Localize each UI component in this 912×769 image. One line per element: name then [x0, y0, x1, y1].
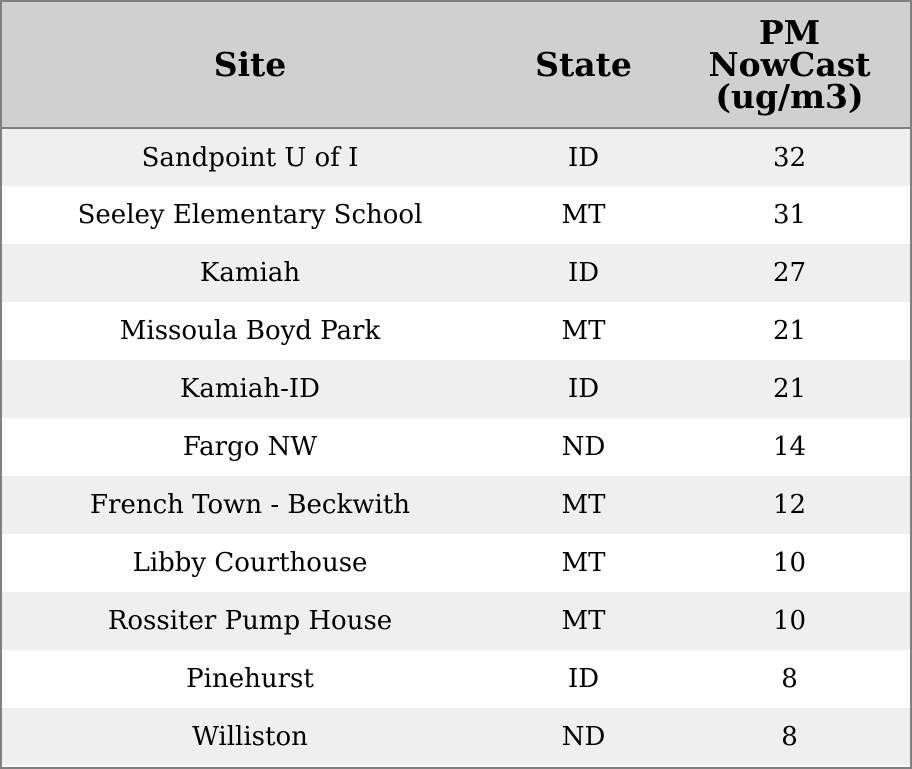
header-pm-line-1: PM — [758, 12, 821, 52]
state-cell: ND — [561, 432, 606, 462]
state-cell: ID — [567, 258, 600, 288]
state-cell: ID — [567, 664, 600, 694]
table-row — [2, 650, 910, 708]
state-cell: MT — [561, 490, 606, 520]
site-cell: Fargo NW — [182, 432, 318, 462]
table-row — [2, 592, 910, 650]
table-row — [2, 418, 910, 476]
table-row — [2, 360, 910, 418]
header-state: State — [498, 2, 669, 128]
table-row — [2, 244, 910, 302]
pm-value-cell: 31 — [772, 200, 807, 230]
header-site: Site — [2, 2, 498, 128]
pm-value-cell: 14 — [772, 432, 807, 462]
state-cell: ID — [567, 374, 600, 404]
site-cell: Rossiter Pump House — [107, 606, 393, 636]
pm-value-cell: 21 — [772, 316, 807, 346]
pm-value-cell: 8 — [781, 721, 798, 752]
pm-value-cell: 27 — [772, 258, 807, 288]
site-cell: Sandpoint U of I — [141, 142, 359, 173]
site-cell: Kamiah-ID — [179, 374, 321, 404]
site-cell: French Town - Beckwith — [89, 490, 411, 520]
state-cell: ID — [567, 142, 600, 173]
site-cell: Libby Courthouse — [132, 548, 368, 578]
pm-value-cell: 10 — [772, 548, 807, 578]
pm-value-cell: 8 — [781, 664, 798, 694]
state-cell: MT — [561, 316, 606, 346]
state-cell: MT — [561, 606, 606, 636]
site-cell: Seeley Elementary School — [77, 200, 423, 230]
table-header — [2, 2, 910, 128]
header-pm-line-3: (ug/m3) — [715, 76, 864, 116]
state-cell: ND — [561, 721, 606, 752]
table-row — [2, 302, 910, 360]
table-row — [2, 476, 910, 534]
site-cell: Pinehurst — [186, 664, 314, 694]
table-row — [2, 708, 910, 765]
pm-nowcast-table — [2, 2, 910, 765]
header-pm-nowcast — [669, 2, 910, 128]
table-row — [2, 534, 910, 592]
header-row — [2, 2, 910, 128]
table-row — [2, 186, 910, 244]
table-body — [2, 128, 910, 765]
state-cell: MT — [561, 200, 606, 230]
site-cell: Williston — [192, 721, 308, 752]
site-cell: Missoula Boyd Park — [119, 316, 381, 346]
pm-value-cell: 32 — [772, 142, 807, 173]
site-cell: Kamiah — [199, 258, 301, 288]
table-row — [2, 128, 910, 186]
pm-value-cell: 10 — [772, 606, 807, 636]
pm-value-cell: 21 — [772, 374, 807, 404]
state-cell: MT — [561, 548, 606, 578]
pm-value-cell: 12 — [772, 490, 807, 520]
header-pm-line-2: NowCast — [708, 44, 871, 84]
